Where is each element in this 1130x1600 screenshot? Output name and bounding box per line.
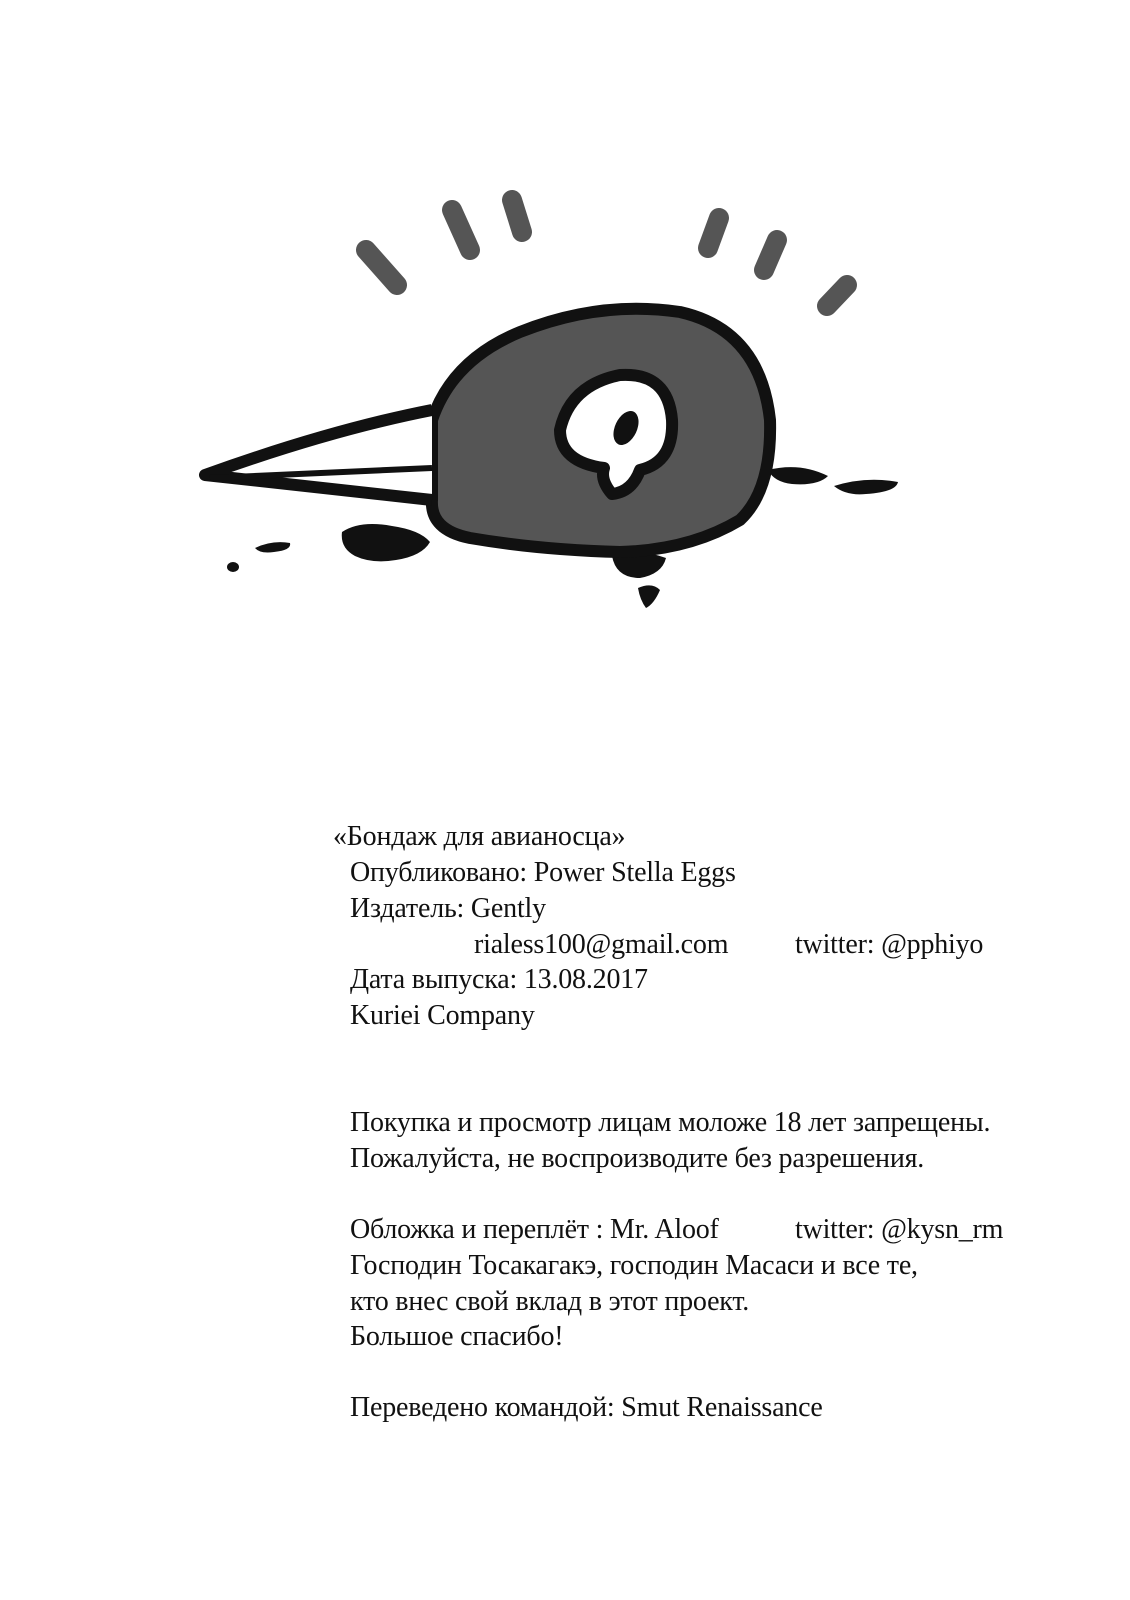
cover-credit: Обложка и переплёт : Mr. Aloof xyxy=(350,1214,719,1245)
publisher-email: rialess100@gmail.com xyxy=(474,929,729,960)
published-by: Опубликовано: Power Stella Eggs xyxy=(350,857,736,888)
publisher-twitter: twitter: @pphiyo xyxy=(795,929,984,960)
publisher: Издатель: Gently xyxy=(350,893,546,924)
company-name: Kuriei Company xyxy=(350,1000,535,1031)
thanks-line-2: кто внес свой вклад в этот проект. xyxy=(350,1286,750,1317)
translation-credit: Переведено командой: Smut Renaissance xyxy=(350,1392,823,1423)
release-date: Дата выпуска: 13.08.2017 xyxy=(350,964,648,995)
cover-twitter: twitter: @kysn_rm xyxy=(795,1214,1004,1245)
book-title: «Бондаж для авианосца» xyxy=(333,821,626,852)
age-notice: Покупка и просмотр лицам моложе 18 лет запрещены. xyxy=(350,1107,991,1138)
thanks-line-3: Большое спасибо! xyxy=(350,1321,564,1352)
copy-notice: Пожалуйста, не воспроизводите без разрешения. xyxy=(350,1143,925,1174)
thanks-line-1: Господин Тосакагакэ, господин Масаси и все те, xyxy=(350,1250,918,1281)
